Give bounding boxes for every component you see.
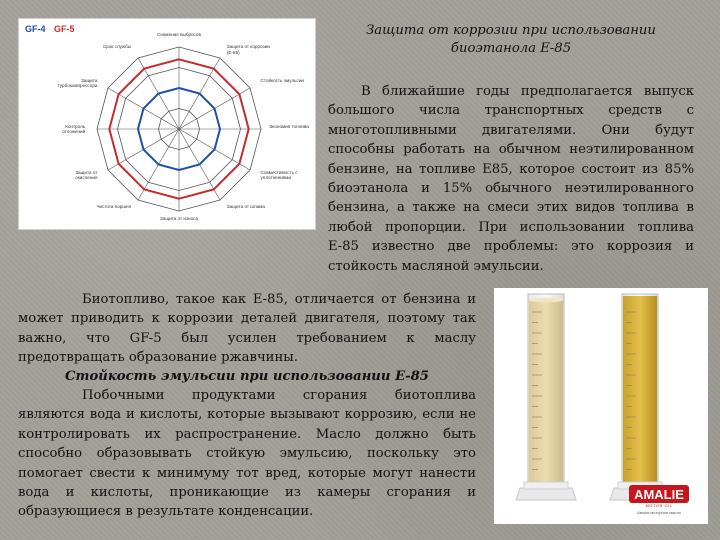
title-line-1: Защита от коррозии при использовании [366,23,656,38]
cylinders-photo [494,288,708,524]
radar-axis-label: Снижение выбросов [157,32,201,38]
radar-legend [25,24,75,34]
left-cylinder [516,294,576,500]
paragraph-2: Биотопливо, такое как Е-85, отличается от бензина и может приводить к коррозии деталей двигателя, поэтому так важно, что GF-5 был усилен требованием к маслу предотвращать образование ржавчины. [18,292,476,366]
amalie-sub: MOTOR OIL [645,503,673,508]
radar-axis-label: Чистота поршня [96,203,132,209]
radar-axis-label: Защита от окисления [75,169,98,181]
paragraph-1: В ближайшие годы предполагается выпуск большого числа транспортных средств с многотопливными двигателями. Они будут способны работать на обычном неэтилированном бензине, на топливе Е85, которое состоит из 85% биоэтанола и 15% обычного неэтилированного бензина, а также на смеси этих видов топлива в любой пропорции. При использовании топлива Е-85 известно две проблемы: это коррозия и стойкость масляной эмульсии. [328,84,694,274]
radar-axis-label: Совместимость с уплотнениями [260,169,298,181]
radar-axis-label: Контроль отложений [62,124,86,135]
amalie-tagline: Амали моторное масло [637,510,681,515]
legend-gf5: GF-5 [54,24,75,34]
amalie-brand: AMALIE [629,485,689,503]
paragraph-3: Побочными продуктами сгорания биотоплива являются вода и кислоты, которые вызывают коррозию, если не контролировать их распространение. Масло должно быть способно образовывать стойкую эмульсию, поскольку это помогает свести к минимуму тот вред, которые могут нанести вода и кислоты, проникающие из камеры сгорания и образующиеся в результате конденсации. [18,388,476,520]
section-subheading: Стойкость эмульсии при использовании Е-85 [65,369,429,384]
radar-axis-label: Защита турбокомпрессора [57,78,98,89]
page-title [346,22,676,58]
right-cylinder [610,294,670,500]
title-line-2: биоэтанола Е-85 [450,41,572,56]
amalie-logo [622,484,696,515]
radar-axis-label: Защита от износа [159,215,198,221]
radar-axis-label: Защита от коррозии (Е-85) [226,44,270,55]
radar-chart-figure [18,18,316,230]
radar-axis-label: Стойкость эмульсии [260,78,304,84]
radar-axis-label: Срок службы [102,44,132,50]
radar-axis-label: Экономия топлива [269,124,309,129]
radar-axis-label: Защита от шлама [226,203,265,209]
legend-gf4: GF-4 [25,24,46,34]
